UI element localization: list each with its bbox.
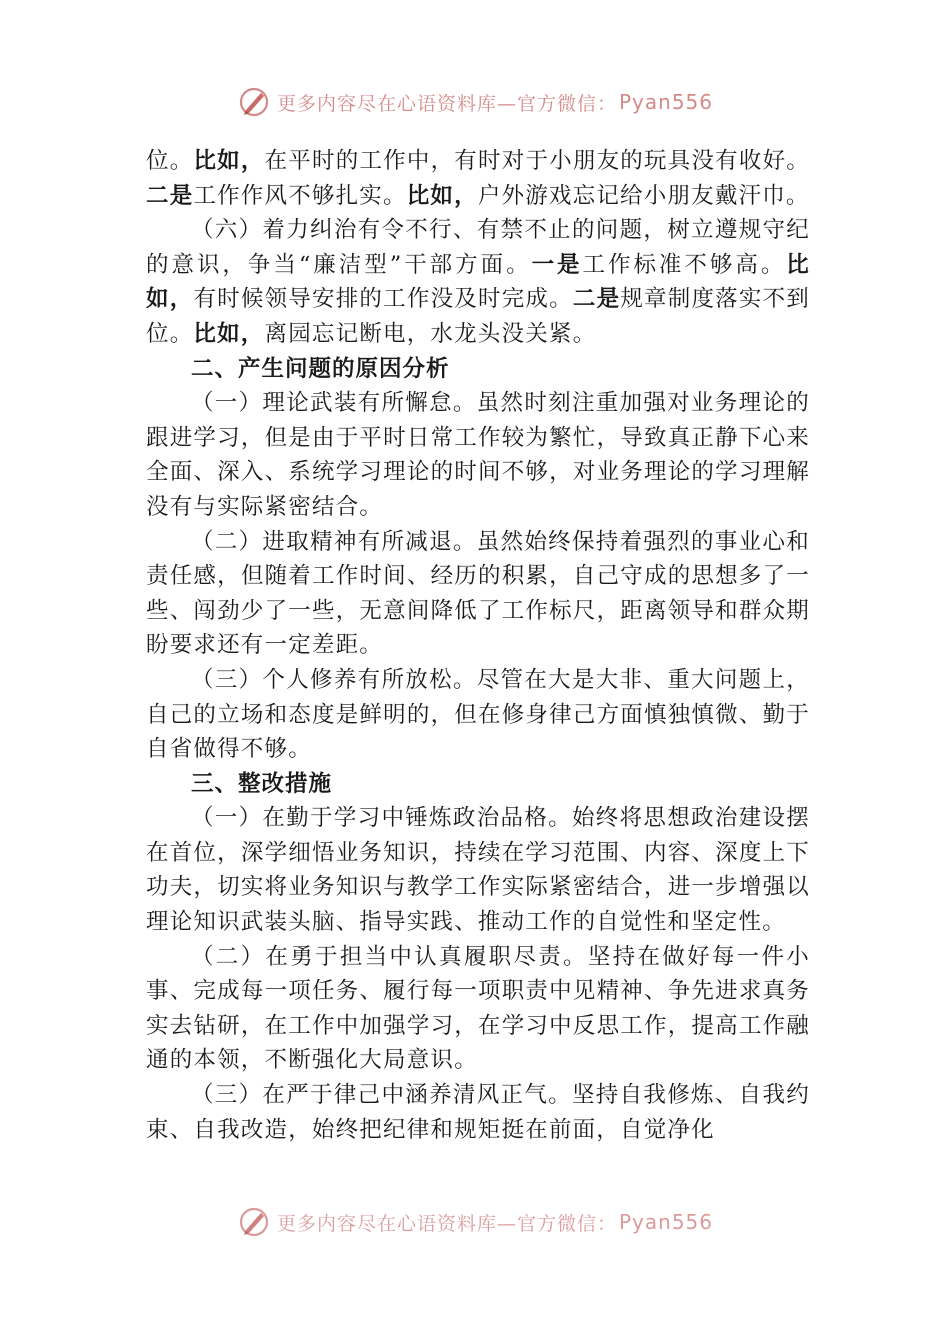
heading-rectification: 三、整改措施 (191, 770, 333, 797)
paragraph-cause-2: （二）进取精神有所减退。虽然始终保持着强烈的事业心和责任感，但随着工作时间、经历的积累，自己守成的思想多了一些、闯劲少了一些，无意间降低了工作标尺，距离领导和群众期盼要求还有一定差距。 (146, 528, 810, 659)
watermark-text: 更多内容尽在心语资料库—官方微信： (276, 92, 617, 115)
paragraph-cause-1: （一）理论武装有所懈怠。虽然时刻注重加强对业务理论的跟进学习，但是由于平时日常工作较为繁忙，导致真正静下心来全面、深入、系统学习理论的时间不够，对业务理论的学习理解没有与实际紧密结合。 (146, 390, 810, 520)
watermark-header (0, 82, 950, 122)
pen-logo-icon (237, 1205, 271, 1239)
paragraph-measure-2: （二）在勇于担当中认真履职尽责。坚持在做好每一件小事、完成每一项任务、履行每一项职责中见精神、争先进求真务实去钻研，在工作中加强学习，在学习中反思工作，提高工作融通的本领，不断强化大局意识。 (146, 943, 810, 1074)
paragraph-measure-1: （一）在勤于学习中锤炼政治品格。始终将思想政治建设摆在首位，深学细悟业务知识，持续在学习范围、内容、深度上下功夫，切实将业务知识与教学工作实际紧密结合，进一步增强以理论知识武装头脑、指导实践、推动工作的自觉性和坚定性。 (146, 805, 810, 936)
watermark-id: Pyan556 (619, 90, 714, 114)
paragraph-continued: 位。比如，在平时的工作中，有时对于小朋友的玩具没有收好。二是工作作风不够扎实。比如，户外游戏忘记给小朋友戴汗巾。 (146, 148, 811, 209)
paragraph-measure-3: （三）在严于律己中涵养清风正气。坚持自我修炼、自我约束、自我改造，始终把纪律和规矩挺在前面，自觉净化 (146, 1082, 810, 1143)
paragraph-item-6: （六）着力纠治有令不行、有禁不止的问题，树立遵规守纪的意识，争当“廉洁型”干部方面。一是工作标准不够高。比如，有时候领导安排的工作没及时完成。二是规章制度落实不到位。比如，离园忘记断电，水龙头没关紧。 (146, 217, 811, 347)
watermark-footer (0, 1202, 950, 1242)
document-body (146, 144, 810, 1147)
watermark-id: Pyan556 (619, 1210, 714, 1234)
paragraph-cause-3: （三）个人修养有所放松。尽管在大是大非、重大问题上，自己的立场和态度是鲜明的，但在修身律己方面慎独慎微、勤于自省做得不够。 (146, 666, 810, 763)
pen-logo-icon (237, 85, 271, 119)
watermark-text: 更多内容尽在心语资料库—官方微信： (276, 1212, 617, 1235)
heading-cause-analysis: 二、产生问题的原因分析 (191, 355, 450, 382)
